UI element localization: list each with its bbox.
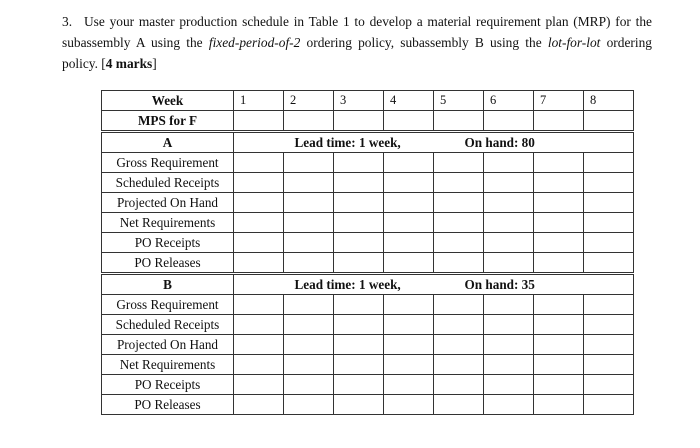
mps-cell[interactable]: [334, 111, 384, 132]
period-8: 8: [584, 91, 634, 111]
cell[interactable]: [334, 335, 384, 355]
cell[interactable]: [534, 213, 584, 233]
cell[interactable]: [284, 233, 334, 253]
cell[interactable]: [234, 193, 284, 213]
mps-cell[interactable]: [534, 111, 584, 132]
cell[interactable]: [534, 315, 584, 335]
cell[interactable]: [334, 233, 384, 253]
cell[interactable]: [534, 253, 584, 274]
question-close: ]: [152, 56, 157, 71]
cell[interactable]: [234, 233, 284, 253]
cell[interactable]: [334, 253, 384, 274]
cell[interactable]: [334, 173, 384, 193]
cell[interactable]: [434, 315, 484, 335]
item-b-label: B: [102, 274, 234, 295]
cell[interactable]: [384, 355, 434, 375]
table-row: [102, 253, 634, 274]
row-label: Net Requirements: [102, 355, 234, 375]
cell[interactable]: [334, 153, 384, 173]
item-a-label: A: [102, 132, 234, 153]
mps-cell[interactable]: [434, 111, 484, 132]
cell[interactable]: [234, 395, 284, 415]
section-a-header: [102, 132, 634, 153]
cell[interactable]: [484, 193, 534, 213]
table-row: [102, 355, 634, 375]
cell[interactable]: [434, 395, 484, 415]
period-5: 5: [434, 91, 484, 111]
cell[interactable]: [434, 153, 484, 173]
cell[interactable]: [334, 315, 384, 335]
cell[interactable]: [434, 233, 484, 253]
cell[interactable]: [584, 213, 634, 233]
cell[interactable]: [334, 213, 384, 233]
table-row: [102, 335, 634, 355]
cell[interactable]: [434, 253, 484, 274]
policy-a: fixed-period-of-2: [208, 35, 301, 50]
cell[interactable]: [234, 355, 284, 375]
cell[interactable]: [584, 375, 634, 395]
cell[interactable]: [484, 213, 534, 233]
cell[interactable]: [534, 153, 584, 173]
cell[interactable]: [284, 335, 334, 355]
cell[interactable]: [234, 153, 284, 173]
cell[interactable]: [484, 335, 534, 355]
cell[interactable]: [384, 375, 434, 395]
table-row: [102, 295, 634, 315]
period-3: 3: [334, 91, 384, 111]
cell[interactable]: [584, 153, 634, 173]
policy-b: lot-for-lot: [547, 35, 601, 50]
cell[interactable]: [534, 295, 584, 315]
cell[interactable]: [234, 253, 284, 274]
cell[interactable]: [334, 355, 384, 375]
table-row: [102, 233, 634, 253]
row-label: PO Receipts: [102, 375, 234, 395]
cell[interactable]: [434, 213, 484, 233]
cell[interactable]: [334, 295, 384, 315]
row-label: PO Receipts: [102, 233, 234, 253]
mps-row: [102, 111, 634, 132]
question-text-part1: Use your master production schedule in Table 1 to develop a material requirement plan (MRP) for the subassembly A using the: [62, 14, 652, 50]
cell[interactable]: [484, 153, 534, 173]
row-label: Scheduled Receipts: [102, 315, 234, 335]
cell[interactable]: [384, 193, 434, 213]
cell[interactable]: [284, 173, 334, 193]
cell[interactable]: [384, 173, 434, 193]
table-row: [102, 213, 634, 233]
cell[interactable]: [584, 335, 634, 355]
period-1: 1: [234, 91, 284, 111]
week-label: Week: [102, 91, 234, 111]
question-text: [62, 11, 652, 74]
row-label: Projected On Hand: [102, 193, 234, 213]
cell[interactable]: [434, 375, 484, 395]
cell[interactable]: [234, 315, 284, 335]
cell[interactable]: [484, 173, 534, 193]
section-b-header: [102, 274, 634, 295]
table-row: [102, 193, 634, 213]
cell[interactable]: [584, 253, 634, 274]
cell[interactable]: [284, 213, 334, 233]
cell[interactable]: [584, 295, 634, 315]
cell[interactable]: [234, 173, 284, 193]
cell[interactable]: [534, 173, 584, 193]
row-label: Net Requirements: [102, 213, 234, 233]
mps-cell[interactable]: [234, 111, 284, 132]
cell[interactable]: [584, 315, 634, 335]
cell[interactable]: [384, 233, 434, 253]
cell[interactable]: [534, 193, 584, 213]
row-label: PO Releases: [102, 253, 234, 274]
cell[interactable]: [534, 355, 584, 375]
table-row: [102, 153, 634, 173]
cell[interactable]: [334, 395, 384, 415]
row-label: Gross Requirement: [102, 295, 234, 315]
period-2: 2: [284, 91, 334, 111]
cell[interactable]: [384, 395, 434, 415]
mps-cell[interactable]: [384, 111, 434, 132]
period-7: 7: [534, 91, 584, 111]
cell[interactable]: [484, 253, 534, 274]
cell[interactable]: [234, 295, 284, 315]
cell[interactable]: [384, 253, 434, 274]
cell[interactable]: [434, 355, 484, 375]
cell[interactable]: [284, 395, 334, 415]
cell[interactable]: [434, 335, 484, 355]
cell[interactable]: [284, 193, 334, 213]
cell[interactable]: [284, 253, 334, 274]
cell[interactable]: [434, 193, 484, 213]
cell[interactable]: [234, 213, 284, 233]
cell[interactable]: [434, 295, 484, 315]
cell[interactable]: [584, 355, 634, 375]
cell[interactable]: [534, 395, 584, 415]
table-row: [102, 173, 634, 193]
cell[interactable]: [434, 173, 484, 193]
cell[interactable]: [584, 193, 634, 213]
week-row: [102, 91, 634, 111]
row-label: PO Releases: [102, 395, 234, 415]
cell[interactable]: [284, 295, 334, 315]
cell[interactable]: [534, 375, 584, 395]
item-a-lead-time: Lead time: 1 week,: [294, 134, 401, 150]
item-a-on-hand: On hand: 80: [464, 134, 535, 150]
mps-cell[interactable]: [584, 111, 634, 132]
mrp-table: [101, 90, 634, 415]
item-b-lead-time: Lead time: 1 week,: [294, 276, 401, 292]
question-text-part3: ordering policy. [: [62, 35, 652, 71]
cell[interactable]: [584, 395, 634, 415]
table-row: [102, 315, 634, 335]
marks: 4 marks: [105, 56, 153, 71]
cell[interactable]: [484, 295, 534, 315]
cell[interactable]: [484, 395, 534, 415]
cell[interactable]: [384, 153, 434, 173]
mps-cell[interactable]: [284, 111, 334, 132]
period-6: 6: [484, 91, 534, 111]
cell[interactable]: [384, 315, 434, 335]
cell[interactable]: [584, 233, 634, 253]
row-label: Gross Requirement: [102, 153, 234, 173]
mps-label: MPS for F: [102, 111, 234, 132]
cell[interactable]: [234, 375, 284, 395]
cell[interactable]: [384, 335, 434, 355]
cell[interactable]: [584, 173, 634, 193]
cell[interactable]: [284, 355, 334, 375]
item-a-info: [234, 132, 634, 153]
row-label: Scheduled Receipts: [102, 173, 234, 193]
cell[interactable]: [334, 375, 384, 395]
cell[interactable]: [334, 193, 384, 213]
item-b-on-hand: On hand: 35: [464, 276, 535, 292]
cell[interactable]: [484, 375, 534, 395]
cell[interactable]: [484, 315, 534, 335]
cell[interactable]: [534, 335, 584, 355]
cell[interactable]: [534, 233, 584, 253]
cell[interactable]: [234, 335, 284, 355]
row-label: Projected On Hand: [102, 335, 234, 355]
question-number: 3.: [62, 14, 73, 29]
period-4: 4: [384, 91, 434, 111]
item-b-info: [234, 274, 634, 295]
cell[interactable]: [384, 295, 434, 315]
table-row: [102, 395, 634, 415]
cell[interactable]: [284, 315, 334, 335]
cell[interactable]: [284, 375, 334, 395]
cell[interactable]: [484, 233, 534, 253]
table-row: [102, 375, 634, 395]
question-text-part2: ordering policy, subassembly B using the: [300, 35, 548, 50]
mps-cell[interactable]: [484, 111, 534, 132]
cell[interactable]: [484, 355, 534, 375]
cell[interactable]: [284, 153, 334, 173]
cell[interactable]: [384, 213, 434, 233]
